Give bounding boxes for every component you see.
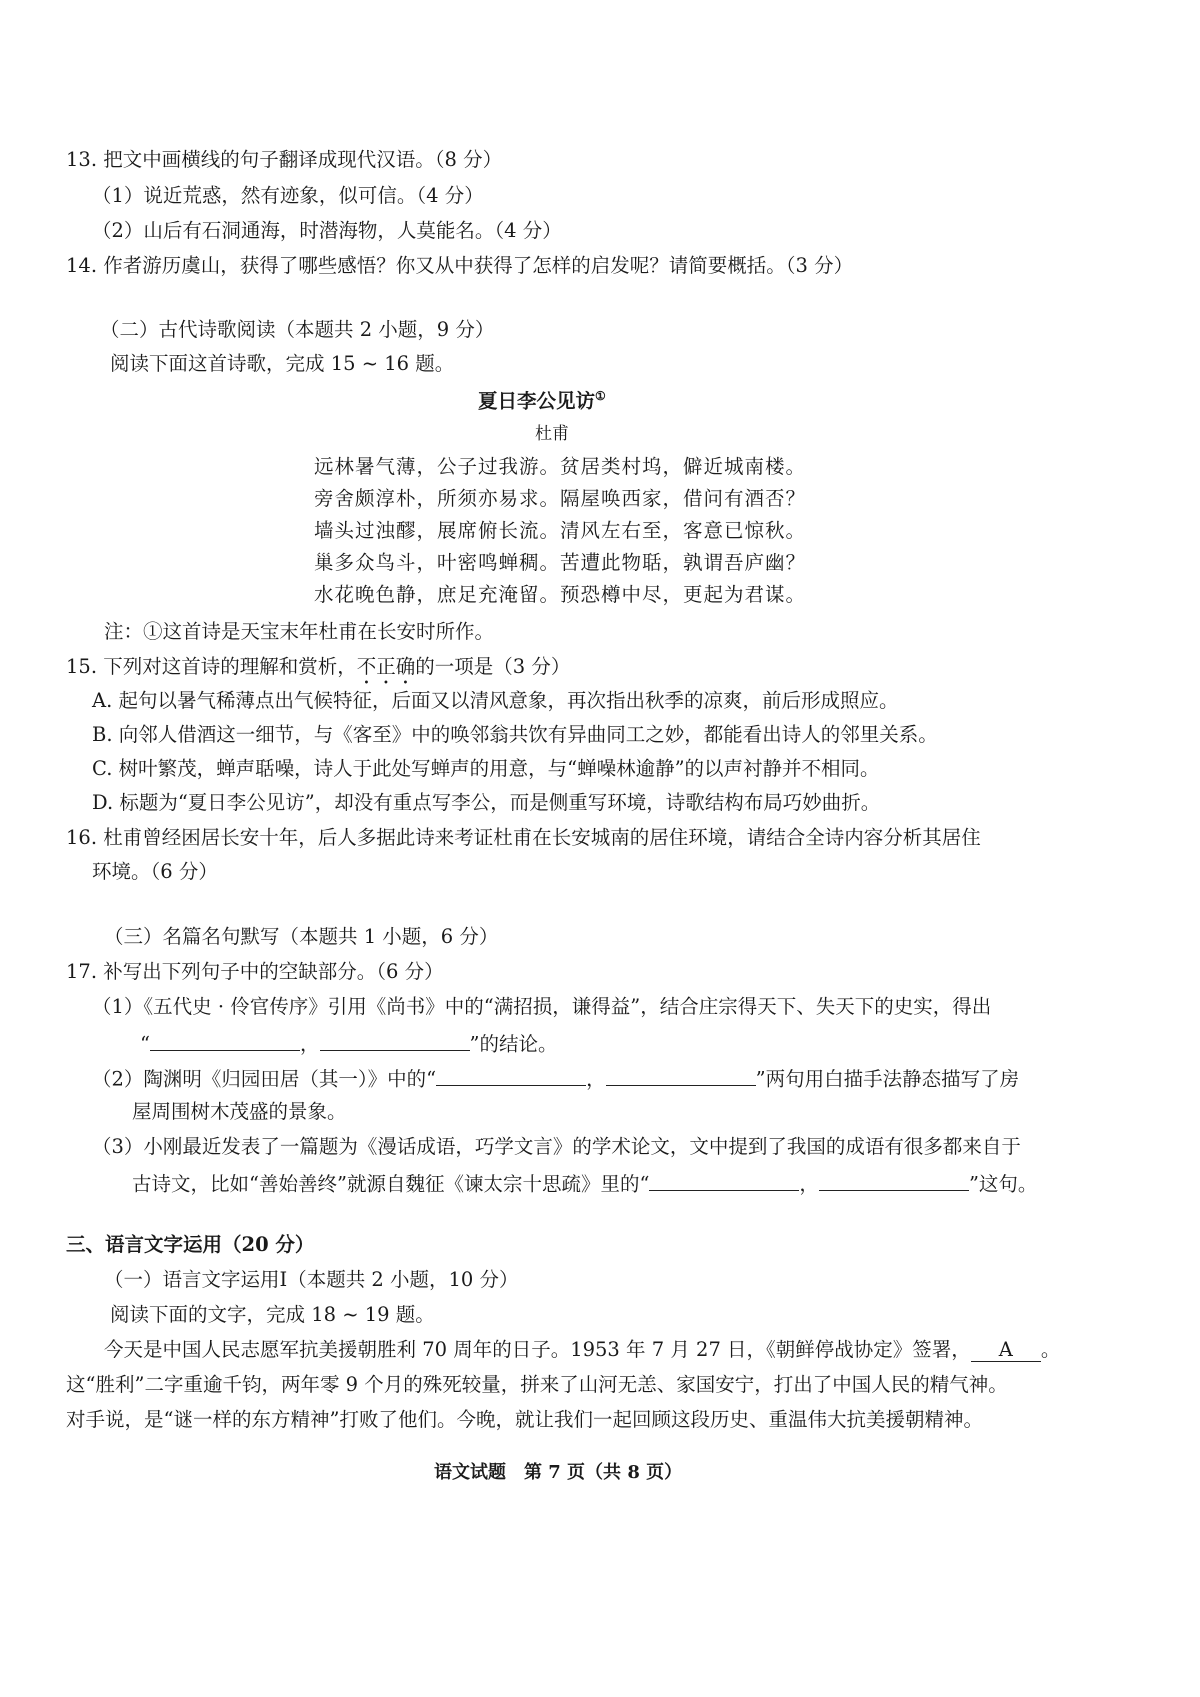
poem-footnote-mark: ①	[595, 389, 606, 403]
quote-open: “	[140, 1032, 150, 1056]
section-poetry-instruction: 阅读下面这首诗歌，完成 15 ~ 16 题。	[110, 352, 455, 375]
part-3-before: 古诗文，比如“善始善终”就源自魏征《谏太宗十思疏》里的“	[132, 1172, 650, 1196]
part-2-after: ”两句用白描手法静态描写了房	[755, 1067, 1020, 1091]
question-16-line-1: 16. 杜甫曾经困居长安十年，后人多据此诗来考证杜甫在长安城南的居住环境，请结合全诗内容分析其居住	[66, 826, 981, 849]
poem-line: 水花晚色静，庶足充淹留。预恐樽中尽，更起为君谋。	[314, 583, 807, 606]
question-15-stem-emphasis: 不正确	[356, 655, 416, 678]
question-13-stem: 13. 把文中画横线的句子翻译成现代汉语。（8 分）	[66, 148, 503, 171]
question-17-part-2-line-2: 屋周围树木茂盛的景象。	[132, 1100, 347, 1123]
passage-line-2: 这“胜利”二字重逾千钧，两年零 9 个月的殊死较量，拼来了山河无恙、家国安宁，打出了中国人民的精气神。	[66, 1373, 1008, 1396]
poem-author: 杜甫	[535, 424, 569, 444]
question-15-option-a: A. 起句以暑气稀薄点出气候特征，后面又以清风意象，再次指出秋季的凉爽，前后形成照应。	[92, 689, 899, 712]
poem-line: 远林暑气薄，公子过我游。贫居类村坞，僻近城南楼。	[314, 455, 807, 478]
question-17-part-1-line-2	[140, 1030, 557, 1056]
answer-blank[interactable]	[320, 1030, 470, 1051]
poem-title-text: 夏日李公见访	[478, 389, 596, 413]
poem-line: 巢多众鸟斗，叶密鸣蝉稠。苦遭此物聒，孰谓吾庐幽？	[314, 551, 807, 574]
question-15-option-b: B. 向邻人借酒这一细节，与《客至》中的唤邻翁共饮有异曲同工之妙，都能看出诗人的邻里关系。	[92, 723, 938, 746]
answer-blank[interactable]	[436, 1065, 586, 1086]
blank-a: A	[971, 1338, 1041, 1362]
part-2-before: （2）陶渊明《归园田居（其一）》中的“	[92, 1067, 437, 1091]
question-17-stem: 17. 补写出下列句子中的空缺部分。（6 分）	[66, 960, 444, 983]
passage-line-1-end: 。	[1040, 1338, 1061, 1361]
question-14-stem: 14. 作者游历虞山，获得了哪些感悟？你又从中获得了怎样的启发呢？请简要概括。（3 分）	[66, 254, 854, 277]
poem-line: 旁舍颇淳朴，所须亦易求。隔屋唤西家，借问有酒否？	[314, 487, 807, 510]
question-15-option-d: D. 标题为“夏日李公见访”，却没有重点写李公，而是侧重写环境，诗歌结构布局巧妙曲折。	[92, 791, 881, 814]
answer-blank[interactable]	[649, 1170, 799, 1191]
section-language-sub-heading: （一）语言文字运用Ⅰ（本题共 2 小题，10 分）	[104, 1268, 519, 1291]
comma: ，	[586, 1067, 606, 1091]
passage-line-1-text: 今天是中国人民志愿军抗美援朝胜利 70 周年的日子。1953 年 7 月 27 日，《朝鲜停战协定》签署，	[104, 1338, 971, 1361]
question-15-stem-after: 的一项是（3 分）	[415, 655, 571, 678]
poem-note: 注：①这首诗是天宝末年杜甫在长安时所作。	[104, 620, 495, 643]
answer-blank[interactable]	[150, 1030, 300, 1051]
question-13-part-1: （1）说近荒惑，然有迹象，似可信。（4 分）	[92, 184, 484, 207]
question-15-stem-before: 15. 下列对这首诗的理解和赏析，	[66, 655, 357, 678]
question-15-stem	[66, 655, 570, 689]
poem-line: 墙头过浊醪，展席俯长流。清风左右至，客意已惊秋。	[314, 519, 807, 542]
part-3-after: ”这句。	[968, 1172, 1038, 1196]
answer-blank[interactable]	[606, 1065, 756, 1086]
question-17-part-1-line-1: （1）《五代史 · 伶官传序》引用《尚书》中的“满招损，谦得益”，结合庄宗得天下、失天下的史实，得出	[92, 995, 992, 1018]
question-15-option-c: C. 树叶繁茂，蝉声聒噪，诗人于此处写蝉声的用意，与“蝉噪林逾静”的以声衬静并不相同。	[92, 757, 880, 780]
answer-blank[interactable]	[819, 1170, 969, 1191]
quote-close: ”的结论。	[469, 1032, 558, 1056]
page-footer: 语文试题 第 7 页（共 8 页）	[434, 1462, 683, 1483]
poem-title	[478, 389, 606, 413]
comma: ，	[299, 1032, 320, 1056]
section-poetry-heading: （二）古代诗歌阅读（本题共 2 小题，9 分）	[100, 318, 495, 341]
comma: ，	[799, 1172, 819, 1196]
passage-line-1	[104, 1338, 1060, 1362]
section-language-heading: 三、语言文字运用（20 分）	[66, 1233, 315, 1256]
section-dictation-heading: （三）名篇名句默写（本题共 1 小题，6 分）	[104, 925, 499, 948]
question-13-part-2: （2）山后有石洞通海，时潜海物，人莫能名。（4 分）	[92, 219, 562, 242]
question-17-part-2-line-1	[92, 1065, 1019, 1091]
question-17-part-3-line-1: （3）小刚最近发表了一篇题为《漫话成语，巧学文言》的学术论文，文中提到了我国的成语有很多都来自于	[92, 1135, 1021, 1158]
section-language-instruction: 阅读下面的文字，完成 18 ~ 19 题。	[110, 1303, 435, 1326]
question-16-line-2: 环境。（6 分）	[92, 860, 218, 883]
question-17-part-3-line-2	[132, 1170, 1037, 1196]
passage-line-3: 对手说，是“谜一样的东方精神”打败了他们。今晚，就让我们一起回顾这段历史、重温伟大抗美援朝精神。	[66, 1408, 983, 1431]
